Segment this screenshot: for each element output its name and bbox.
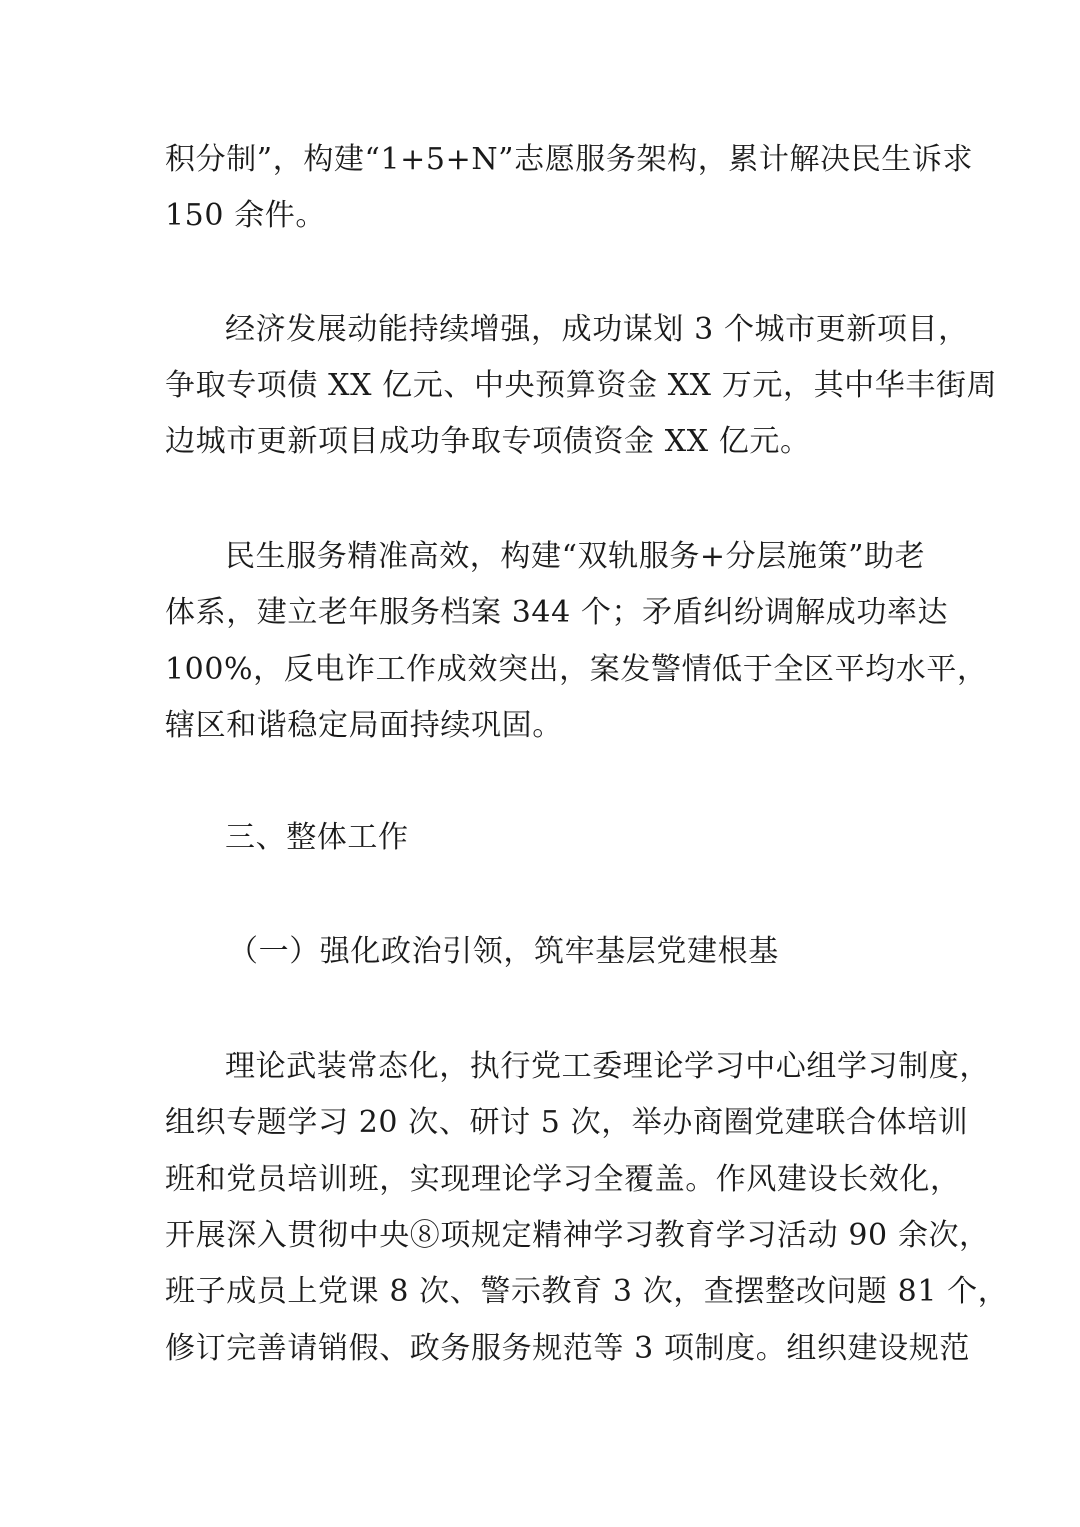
- paragraph-line: 100%，反电诈工作成效突出，案发警情低于全区平均水平，: [165, 652, 988, 687]
- paragraph-line: 经济发展动能持续增强，成功谋划 3 个城市更新项目，: [225, 312, 969, 347]
- paragraph-line: 班和党员培训班，实现理论学习全覆盖。作风建设长效化，: [165, 1162, 961, 1197]
- paragraph-line: 体系，建立老年服务档案 344 个；矛盾纠纷调解成功率达: [165, 595, 949, 630]
- subsection-heading: （一）强化政治引领，筑牢基层党建根基: [228, 934, 779, 969]
- paragraph-line: 修订完善请销假、政务服务规范等 3 项制度。组织建设规范: [165, 1331, 970, 1366]
- paragraph-line: 争取专项债 XX 亿元、中央预算资金 XX 万元，其中华丰街周: [165, 368, 998, 403]
- paragraph-line: 民生服务精准高效，构建“双轨服务+分层施策”助老: [225, 539, 926, 574]
- paragraph-line: 开展深入贯彻中央⑧项规定精神学习教育学习活动 90 余次，: [165, 1218, 990, 1253]
- paragraph-line: 边城市更新项目成功争取专项债资金 XX 亿元。: [165, 424, 811, 459]
- paragraph-line: 积分制”，构建“1+5+N”志愿服务架构，累计解决民生诉求: [165, 142, 974, 177]
- paragraph-line: 理论武装常态化，执行党工委理论学习中心组学习制度，: [225, 1049, 990, 1084]
- section-heading: 三、整体工作: [225, 820, 409, 855]
- paragraph-line: 150 余件。: [165, 198, 326, 233]
- paragraph-line: 班子成员上党课 8 次、警示教育 3 次，查摆整改问题 81 个，: [165, 1274, 1009, 1309]
- paragraph-line: 辖区和谐稳定局面持续巩固。: [165, 708, 563, 743]
- paragraph-line: 组织专题学习 20 次、研讨 5 次，举办商圈党建联合体培训: [165, 1105, 969, 1140]
